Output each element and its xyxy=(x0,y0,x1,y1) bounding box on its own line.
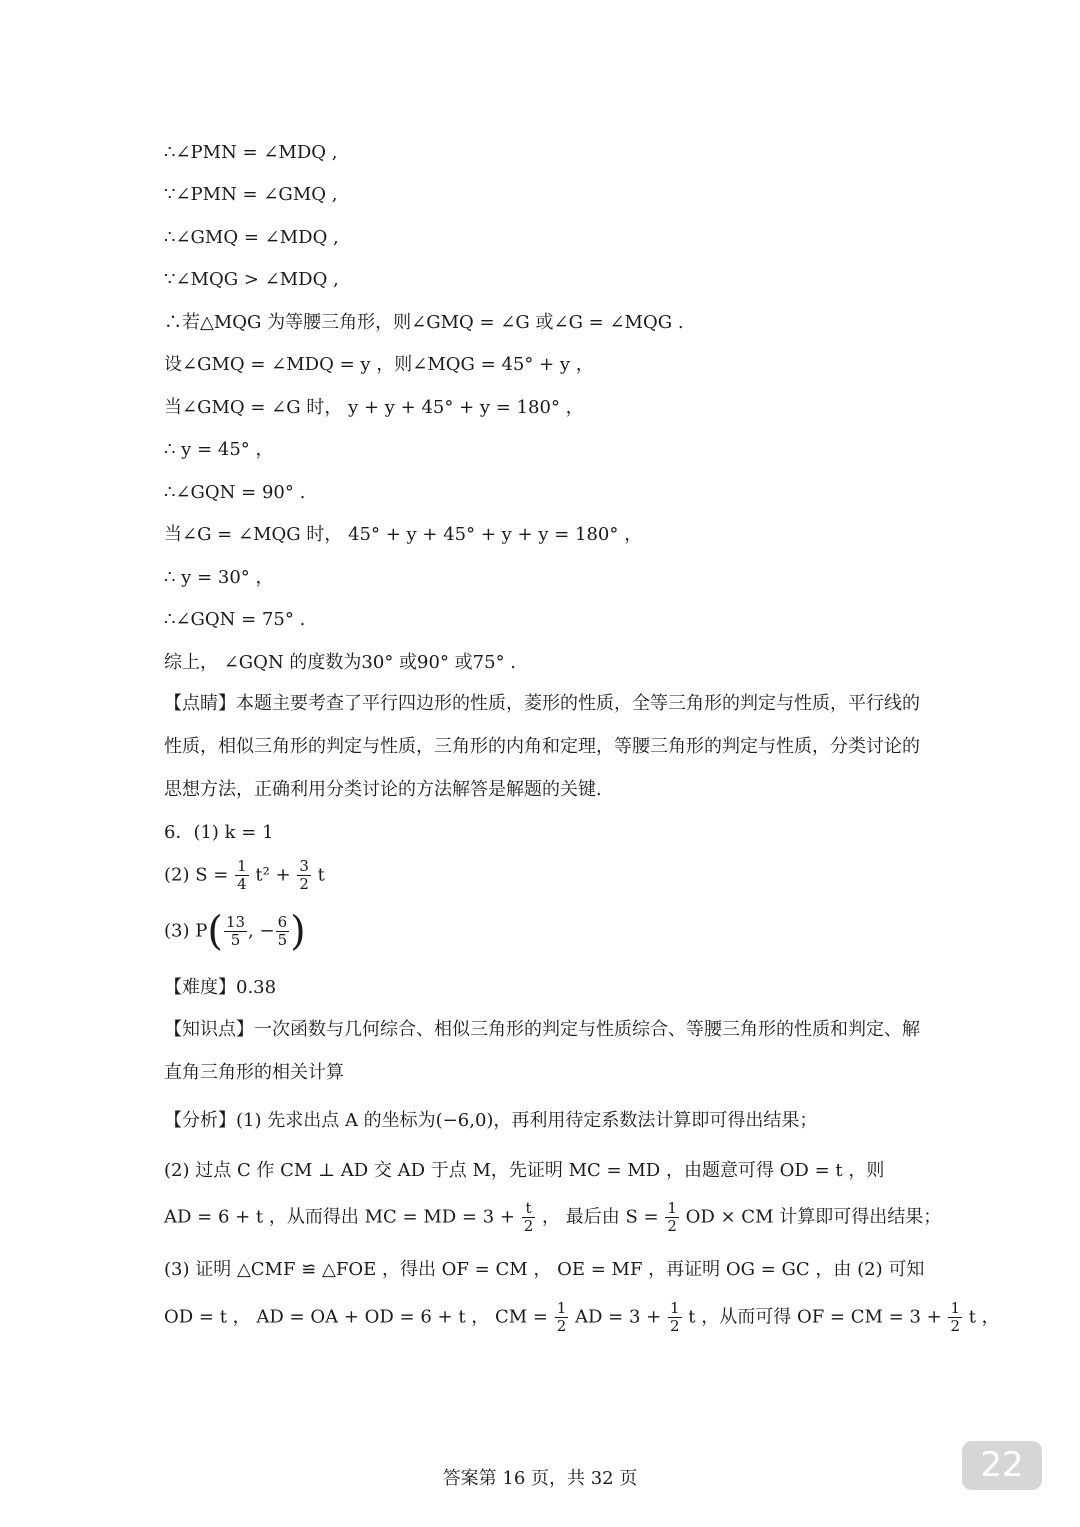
fraction: $\frac{13}{5}$ xyxy=(225,913,246,949)
fraction: $\frac{t}{2}$ xyxy=(523,1199,534,1235)
answer-2-var: t xyxy=(317,864,325,886)
fraction: $\frac{6}{5}$ xyxy=(277,913,288,949)
dianjing-paragraph: 【点睛】本题主要考查了平行四边形的性质，菱形的性质，全等三角形的判定与性质，平行线的性质，相似三角形的判定与性质，三角形的内角和定理，等腰三角形的判定与性质，分类讨论的思想方法，正确利用分类讨论的方法解答是解题的关键. xyxy=(164,693,920,800)
analysis-text: t ，从而可得 OF = CM = 3 + xyxy=(688,1306,942,1328)
proof-line-3: ∴∠GMQ = ∠MDQ , xyxy=(164,227,339,248)
knowledge-points: 【知识点】一次函数与几何综合、相似三角形的判定与性质综合、等腰三角形的性质和判定、解直角三角形的相关计算 xyxy=(164,1019,920,1083)
proof-line-10: 当∠G = ∠MQG 时， 45° + y + 45° + y + y = 180° ， xyxy=(164,524,643,545)
proof-line-9: ∴∠GQN = 90° . xyxy=(164,482,306,503)
analysis-line-5 xyxy=(164,1300,1000,1335)
proof-line-1: ∴∠PMN = ∠MDQ , xyxy=(164,142,338,163)
analysis-line-3 xyxy=(164,1200,941,1235)
q6-answer-3 xyxy=(164,908,306,955)
proof-conclusion: 综上， ∠GQN 的度数为30° 或90° 或75° . xyxy=(164,652,517,673)
analysis-text: AD = 6 + t ，从而得出 MC = MD = 3 + xyxy=(164,1206,515,1228)
proof-line-7: 当∠GMQ = ∠G 时， y + y + 45° + y = 180° ， xyxy=(164,397,584,418)
difficulty-label: 【难度】0.38 xyxy=(164,977,277,998)
proof-line-6: 设∠GMQ = ∠MDQ = y ，则∠MQG = 45° + y ， xyxy=(164,354,594,375)
q6-answer-1: 6．(1) k = 1 xyxy=(164,822,274,843)
proof-line-4: ∵∠MQG > ∠MDQ , xyxy=(164,269,339,290)
proof-line-8: ∴ y = 45° ， xyxy=(164,439,274,460)
analysis-text: ， 最后由 S = xyxy=(542,1206,659,1228)
analysis-text: AD = 3 + xyxy=(575,1306,662,1328)
separator: , − xyxy=(248,920,275,942)
analysis-text: OD × CM 计算即可得出结果； xyxy=(685,1206,942,1228)
fraction: $\frac{1}{2}$ xyxy=(669,1299,680,1335)
left-paren: ( xyxy=(207,908,223,955)
fraction: $\frac{1}{2}$ xyxy=(667,1199,677,1235)
proof-line-11: ∴ y = 30° ， xyxy=(164,567,274,588)
proof-line-12: ∴∠GQN = 75° . xyxy=(164,609,306,630)
fraction: $\frac{1}{4}$ xyxy=(237,857,247,893)
proof-line-5: ∴若△MQG 为等腰三角形，则∠GMQ = ∠G 或∠G = ∠MQG . xyxy=(164,312,684,333)
proof-line-2: ∵∠PMN = ∠GMQ , xyxy=(164,184,338,205)
fraction: $\frac{1}{2}$ xyxy=(556,1299,567,1335)
analysis-line-2: (2) 过点 C 作 CM ⊥ AD 交 AD 于点 M，先证明 MC = MD ，由题意可得 OD = t ，则 xyxy=(164,1160,885,1181)
page-number-badge: 22 xyxy=(962,1441,1042,1490)
page-footer: 答案第 16 页，共 32 页 xyxy=(442,1468,638,1489)
analysis-line-1: 【分析】(1) 先求出点 A 的坐标为(−6,0)，再利用待定系数法计算即可得出结果； xyxy=(164,1110,818,1131)
analysis-text: t ， xyxy=(968,1306,1000,1328)
answer-2-prefix: (2) S = xyxy=(164,864,229,886)
answer-2-term: t² + xyxy=(255,864,291,886)
analysis-line-4: (3) 证明 △CMF ≌ △FOE ，得出 OF = CM ， OE = MF ，再证明 OG = GC ，由 (2) 可知 xyxy=(164,1259,925,1280)
fraction: $\frac{3}{2}$ xyxy=(299,857,309,893)
right-paren: ) xyxy=(290,908,306,955)
analysis-text: OD = t ， AD = OA + OD = 6 + t ， CM = xyxy=(164,1306,549,1328)
fraction: $\frac{1}{2}$ xyxy=(950,1299,960,1335)
q6-answer-2 xyxy=(164,858,325,893)
answer-3-prefix: (3) P xyxy=(164,920,208,942)
